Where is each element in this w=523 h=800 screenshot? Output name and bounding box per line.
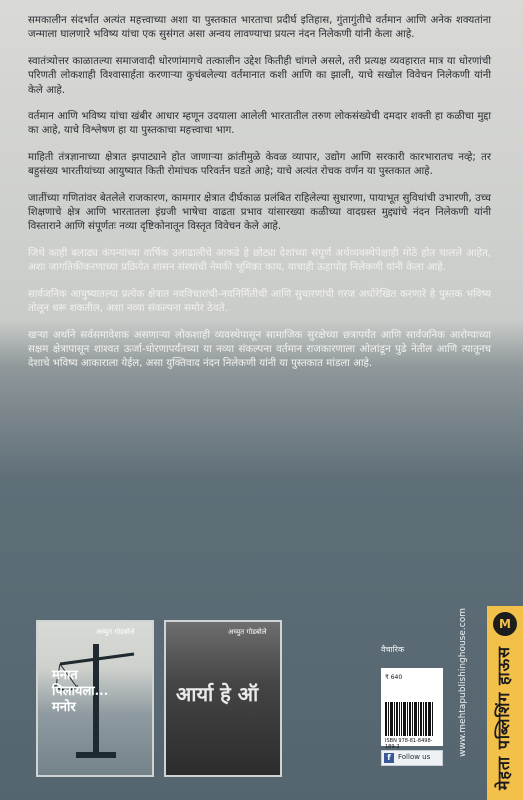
genre-label: वैचारिक	[381, 645, 405, 654]
price: ₹ 640	[385, 674, 403, 681]
blurb-paragraph-5: जातींच्या गणितांवर बेतलेले राजकारण, कामगार क्षेत्रात दीर्घकाळ प्रलंबित राहिलेल्या सुधारणा, पायाभूत सुविधांची उभारणी, उच्च शिक्षणाचे क्षेत्र आणि भारतातला इंग्रजी भाषेचा वाढता प्रभाव यांसारख्या कळीच्या वादग्रस्त मुद्द्यांचे नंदन निलेकणी यांनी विस्ताराने आणि संपूर्णतः नव्या दृष्टिकोनातून विस्तृत विवेचन केले आहे.	[28, 192, 491, 233]
follow-us-label: Follow us	[398, 753, 431, 761]
publisher-logo-icon: M	[493, 612, 517, 636]
publisher-band	[487, 606, 523, 800]
publisher-name: मेहता पब्लिशिंग हाऊस	[494, 646, 513, 791]
related-book-2	[164, 620, 282, 777]
book2-title: आर्या हे ऑ	[176, 682, 259, 706]
blurb-paragraph-3: वर्तमान आणि भविष्य यांचा खंबीर आधार म्हणून उदयाला आलेली भारतातील तरुण लोकसंख्येची दमदार शक्ती हा कळीचा मुद्दा का आहे, याचे विश्लेषण हा या पुस्तकाचा महत्त्वाचा भाग.	[28, 111, 491, 137]
blurb-paragraph-8: खऱ्या अर्थाने सर्वसमावेशक असणाऱ्या लोकशाही व्यवस्थेपासून सामाजिक सुरक्षेच्या छत्रापर्यंत आणि सार्वजनिक आरोग्याच्या सक्षम क्षेत्रापासून शाश्वत ऊर्जा-धोरणापर्यंतच्या या नव्या संकल्पना वर्तमान राजकारणाला ओलांडून पुढे नेतील आणि त्यातूनच देशाचे भविष्य आकाराला येईल, असा युक्तिवाद नंदन निलेकणी यांनी या पुस्तकात मांडला आहे.	[28, 329, 491, 370]
publisher-url: www.mehtapublishinghouse.com	[458, 608, 468, 757]
blurb-paragraph-2: स्वातंत्र्योत्तर काळातल्या समाजवादी धोरणांमागचे तत्कालीन उद्देश कितीही चांगले असले, तरी प्रत्यक्ष व्यवहारात मात्र या धोरणांची परिणती लोकशाही विश्वासार्हता करणाऱ्या कुचंबलेल्या वर्तमानात कशी आणि का झाली, याचे सखोल विवेचन निलेकणी यांनी केले आहे.	[28, 55, 491, 96]
follow-us-badge[interactable]	[381, 750, 443, 766]
blurb-paragraph-4: माहिती तंत्रज्ञानाच्या क्षेत्रात झपाट्याने होत जाणाऱ्या क्रांतीमुळे केवळ व्यापार, उद्योग आणि सरकारी कारभारातच नव्हे; तर बहुसंख्य भारतीयांच्या आयुष्यात किती रोमांचक परिवर्तन घडते आहे; याचे अत्यंत रोचक वर्णन या पुस्तकात आहे.	[28, 151, 491, 178]
isbn-number: ISBN 978-81-8498-189-2	[385, 738, 433, 750]
blurb-paragraph-7: सार्वजनिक आयुष्यातल्या प्रत्येक क्षेत्रात नवविचारांची-नवनिर्मितीची आणि सुधारणांची गरज अधोरेखित करणारे हे पुस्तक भविष्य तोलून धरू शकतील, अशा नव्या संकल्पना समोर ठेवते.	[28, 288, 491, 315]
barcode	[385, 702, 439, 736]
facebook-icon: f	[384, 753, 394, 763]
blurb-paragraph-1: समकालीन संदर्भात अत्यंत महत्त्वाच्या अशा या पुस्तकात भारताचा प्रदीर्घ इतिहास, गुंतागुंतीचे वर्तमान आणि अनेक शक्यतांना जन्माला घालणारे भविष्य यांचा एक सुसंगत असा अन्वय लावण्याचा प्रयत्न नंदन निलेकणी यांनी केला आहे.	[28, 15, 491, 41]
book1-author: अच्युत गोडबोले	[96, 628, 135, 636]
barcode-box	[381, 668, 443, 750]
blurb-text	[28, 14, 491, 384]
related-book-1	[36, 620, 154, 777]
blurb-paragraph-6: जिथे काही बलाढ्य कंपन्यांच्या वार्षिक उलाढालीचे आकडे हे छोट्या देशांच्या संपूर्ण अर्थव्यवस्थेपेक्षाही मोठे होत चालले आहेत, अशा जागतिकीकरणाच्या प्रक्रियेत शासन संस्थांची नेमकी भूमिका काय, याचाही ऊहापोह निलेकणी यांनी केला आहे.	[28, 247, 491, 274]
book2-author: अच्युत गोडबोले	[228, 628, 267, 636]
book1-title: मनात पिलायला... मनोर	[52, 668, 109, 715]
